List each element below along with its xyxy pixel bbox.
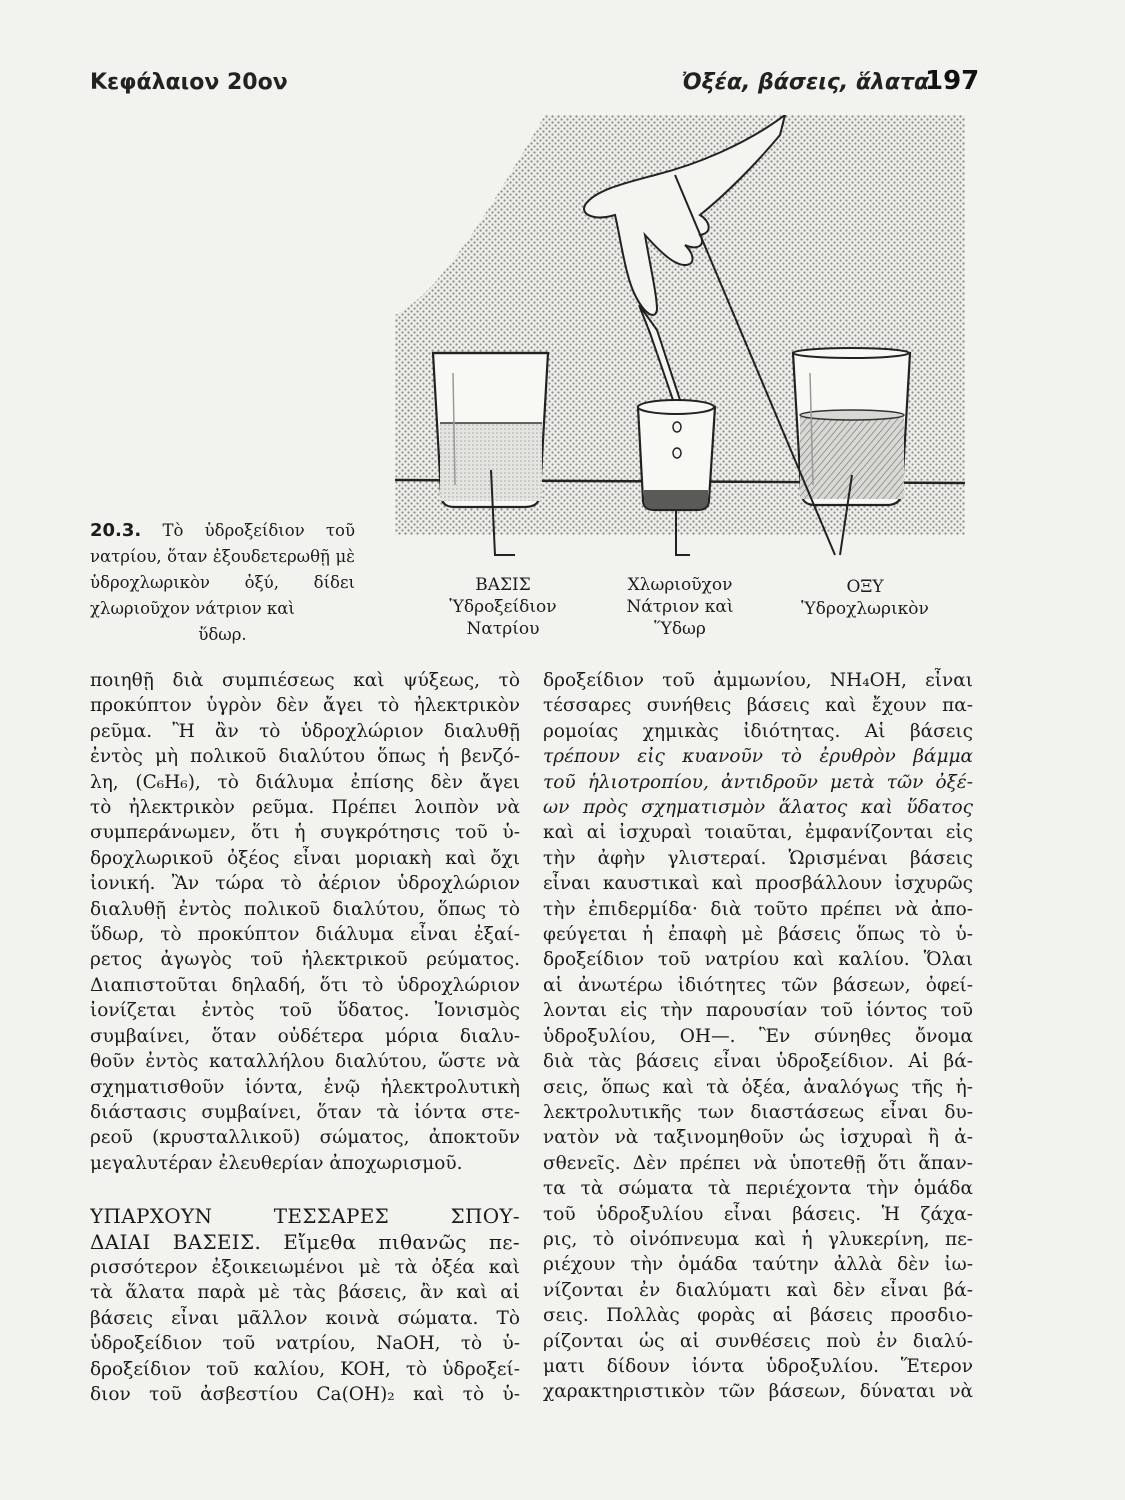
text-line: σεις. Πολλὰς φορὰς αἱ βάσεις προσδιο- [543, 1305, 973, 1327]
page-number: 197 [925, 66, 980, 96]
chapter-title: Κεφάλαιον 20ον [90, 70, 288, 95]
salt-beaker [638, 400, 715, 510]
text-line: δροξείδιον τοῦ καλίου, KOH, τὸ ὑδροξεί- [90, 1358, 520, 1380]
text-line: ὑδροξείδιον τοῦ νατρίου, NaOH, τὸ ὑ- [90, 1333, 520, 1355]
text-line: δροξείδιον τοῦ ἀμμωνίου, NH₄OH, εἶναι [543, 670, 973, 691]
base-beaker [433, 353, 548, 507]
text-line: σθενεῖς. Δὲν πρέπει νὰ ὑποτεθῇ ὅτι ἅπαν- [543, 1152, 973, 1174]
text-line: σχηματισθοῦν ἰόντα, ἐνῷ ἠλεκτρολυτικὴ [90, 1076, 520, 1098]
text-line: εἶναι καυστικαὶ καὶ προσβάλλουν ἰσχυρῶς [543, 873, 973, 895]
text-line: ὑδροξυλίου, OH—. Ἓν σύνηθες ὄνομα [543, 1025, 973, 1047]
text-line: χαρακτηριστικὸν τῶν βάσεων, δύναται νὰ [543, 1381, 973, 1403]
text-line: ὕδωρ, τὸ προκύπτον διάλυμα εἶναι ἐξαί- [90, 924, 520, 946]
text-line: ων πρὸς σχηματισμὸν ἅλατος καὶ ὕδατος [543, 797, 973, 819]
figure-number: 20.3. [90, 520, 142, 541]
text-line: ρισσότερον ἐξοικειωμένοι μὲ τὰ ὀξέα καὶ [90, 1256, 520, 1278]
text-line: ματι δίδουν ἰόντα ὑδροξυλίου. Ἕτερον [543, 1355, 973, 1377]
text-line: ρίζονται ὡς αἱ συνθέσεις ποὺ ἐν διαλύ- [543, 1330, 973, 1352]
text-line: ρομοίας χημικὰς ἰδιότητας. Αἱ βάσεις [543, 720, 973, 742]
label-salt: Χλωριοῦχον Νάτριον καὶ Ὕδωρ [626, 575, 734, 639]
text-line: λεκτρολυτικῆς των διαστάσεως εἶναι δυ- [543, 1101, 973, 1123]
text-line: τοῦ ὑδροξυλίου εἶναι βάσεις. Ἡ ζάχα- [543, 1203, 973, 1225]
text-line: ρεῦμα. Ἢ ἂν τὸ ὑδροχλώριον διαλυθῇ [90, 720, 520, 742]
right-column [543, 668, 973, 1405]
text-line: καὶ αἱ ἰσχυραὶ τοιαῦται, ἐμφανίζονται εἰς [543, 822, 973, 844]
text-line: λονται εἰς τὴν παρουσίαν τοῦ ἰόντος τοῦ [543, 1000, 973, 1022]
text-line: διον τοῦ ἀσβεστίου Ca(OH)₂ καὶ τὸ ὑ- [90, 1383, 520, 1405]
text-line: προκύπτον ὑγρὸν δὲν ἄγει τὸ ἠλεκτρικὸν [90, 695, 520, 717]
text-line: θοῦν ἐντὸς καταλλήλου διαλύτου, ὥστε νὰ [90, 1051, 520, 1073]
text-line: δροχλωρικοῦ ὀξέος εἶναι μοριακὴ καὶ ὄχι [90, 847, 520, 869]
text-line: συμβαίνει, ὅταν οὐδέτερα μόρια διαλυ- [90, 1025, 520, 1047]
text-line: νίζονται ἐν διαλύματι καὶ δὲν εἶναι βά- [543, 1279, 973, 1301]
neutralization-illustration [395, 115, 965, 560]
text-line: νατὸν νὰ ταξινομηθοῦν ὡς ἰσχυραὶ ἢ ἀ- [543, 1127, 973, 1149]
text-line: ἰονική. Ἂν τώρα τὸ ἀέριον ὑδροχλώριον [90, 873, 520, 895]
section-heading: ΔΑΙΑΙ ΒΑΣΕΙΣ. Εἴμεθα πιθανῶς πε- [90, 1229, 520, 1254]
text-line: ἰονίζεται ἐντὸς τοῦ ὕδατος. Ἰονισμὸς [90, 1000, 520, 1022]
text-line: διαλυθῇ ἐντὸς πολικοῦ διαλύτου, ὅπως τὸ [90, 898, 520, 920]
text-line: διάστασις συμβαίνει, ὅταν τὰ ἰόντα στε- [90, 1101, 520, 1123]
text-line: τὴν ἐπιδερμίδα· διὰ τοῦτο πρέπει νὰ ἀπο- [543, 898, 973, 920]
text-line: τὸ ἠλεκτρικὸν ρεῦμα. Πρέπει λοιπὸν νὰ [90, 797, 520, 819]
section-heading: ΥΠΑΡΧΟΥΝ ΤΕΣΣΑΡΕΣ ΣΠΟΥ- [90, 1204, 520, 1229]
section-title: Ὀξέα, βάσεις, ἅλατα [682, 70, 930, 95]
text-line: ριέχουν τὴν ὁμάδα ταύτην ἀλλὰ δὲν ἰω- [543, 1254, 973, 1276]
text-line: μεγαλυτέραν ἐλευθερίαν ἀποχωρισμοῦ. [90, 1152, 463, 1174]
text-line: δροξείδιον τοῦ νατρίου καὶ καλίου. Ὅλαι [543, 949, 973, 971]
label-base: ΒΑΣΙΣ Ὑδροξείδιον Νατρίου [449, 575, 557, 639]
text-line: ἐντὸς μὴ πολικοῦ διαλύτου ὅπως ἡ βενζό- [90, 746, 520, 768]
text-line: τοῦ ἡλιοτροπίου, ἀντιδροῦν μετὰ τῶν ὀξέ- [543, 771, 973, 793]
text-line: τέσσαρες συνήθεις βάσεις καὶ ἔχουν πα- [543, 695, 973, 717]
text-line: Διαπιστοῦται δηλαδή, ὅτι τὸ ὑδροχλώριον [90, 974, 520, 996]
text-line: ρις, τὸ οἰνόπνευμα καὶ ἡ γλυκερίνη, πε- [543, 1228, 973, 1250]
text-line: αἱ ἀνωτέρω ἰδιότητες τῶν βάσεων, ὀφεί- [543, 974, 973, 996]
text-line: διὰ τὰς βάσεις εἶναι ὑδροξείδιον. Αἱ βά- [543, 1051, 973, 1073]
text-line: τρέπουν εἰς κυανοῦν τὸ ἐρυθρὸν βάμμα [543, 746, 973, 768]
text-line: συμπεράνωμεν, ὅτι ἡ συγκρότησις τοῦ ὑ- [90, 822, 520, 844]
text-line: λη, (C₆H₆), τὸ διάλυμα ἐπίσης δὲν ἄγει [90, 771, 520, 793]
text-line: τα τὰ σώματα τὰ περιέχοντα τὴν ὁμάδα [543, 1178, 973, 1200]
text-line: τὰ ἅλατα παρὰ μὲ τὰς βάσεις, ἂν καὶ αἱ [90, 1282, 520, 1304]
text-line: φεύγεται ἡ ἐπαφὴ μὲ βάσεις ὅπως τὸ ὑ- [543, 924, 973, 946]
text-line: βάσεις εἶναι μᾶλλον κοινὰ σώματα. Τὸ [90, 1307, 520, 1329]
label-acid: ΟΞΥ Ὑδροχλωρικὸν [801, 577, 929, 619]
left-column [90, 668, 520, 1407]
figure-caption: 20.3. Τὸ ὑδροξείδιον τοῦ νατρίου, ὅταν ἐξουδετερωθῇ μὲ ὑδροχλωρικὸν ὀξύ, δίδει χλωριοῦχον νάτριον καὶ ὕδωρ. [90, 520, 356, 644]
text-line: σεις, ὅπως καὶ τὰ ὀξέα, ἀναλόγως τῆς ἠ- [543, 1076, 973, 1098]
text-line: ρετος ἀγωγὸς τοῦ ἠλεκτρικοῦ ρεύματος. [90, 949, 520, 971]
text-line: ρεοῦ (κρυσταλλικοῦ) σώματος, ἀποκτοῦν [90, 1127, 520, 1149]
text-line: τὴν ἀφὴν γλιστεραί. Ὡρισμέναι βάσεις [543, 847, 973, 869]
text-line: ποιηθῇ διὰ συμπιέσεως καὶ ψύξεως, τὸ [90, 670, 520, 691]
